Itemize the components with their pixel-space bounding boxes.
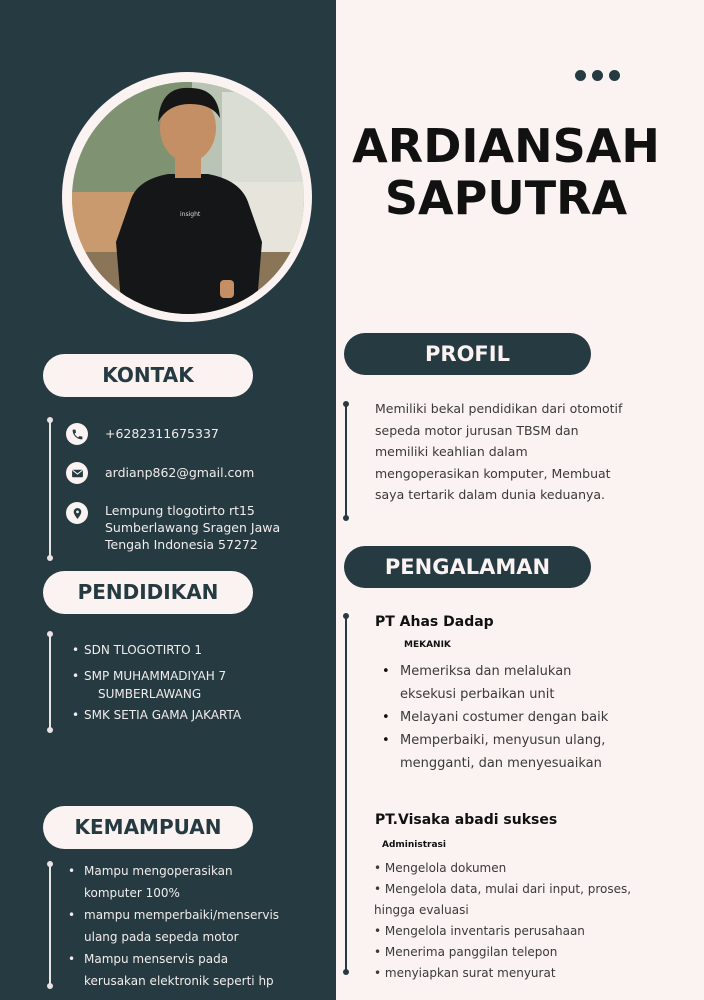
- job2-duties: [374, 858, 631, 984]
- experience-divider: [345, 616, 347, 972]
- profile-heading: PROFIL: [344, 333, 591, 375]
- list-item: • Mengelola dokumen: [374, 861, 507, 875]
- profile-photo: [72, 82, 304, 314]
- address-line: Tengah Indonesia 57272: [105, 537, 258, 552]
- duty-line: eksekusi perbaikan unit: [400, 687, 555, 702]
- list-item: [376, 729, 608, 775]
- list-item: • Mengelola inventaris perusahaan: [374, 924, 585, 938]
- address-text: [105, 502, 280, 553]
- list-item: [68, 860, 279, 904]
- skills-heading: KEMAMPUAN: [43, 806, 253, 849]
- profile-line: sepeda motor jurusan TBSM dan: [375, 422, 579, 438]
- contact-phone[interactable]: [66, 423, 219, 445]
- list-item: hingga evaluasi: [374, 903, 469, 917]
- education-list: [72, 636, 241, 727]
- job1-role: MEKANIK: [404, 640, 451, 650]
- skill-line: kerusakan elektronik seperti hp: [84, 974, 274, 988]
- skills-divider: [49, 864, 51, 986]
- duty-line: • Memperbaiki, menyusun ulang,: [400, 733, 606, 748]
- more-dots-icon: [575, 70, 620, 81]
- skill-line: • Mampu menservis pada: [84, 952, 229, 966]
- address-line: Lempung tlogotirto rt15: [105, 503, 255, 518]
- contact-email[interactable]: [66, 462, 254, 484]
- phone-number: +6282311675337: [105, 426, 219, 441]
- name-line-1: ARDIANSAH: [352, 119, 660, 173]
- list-item: • SDN TLOGOTIRTO 1: [72, 636, 241, 665]
- job1-company: PT Ahas Dadap: [375, 614, 494, 630]
- location-pin-icon: [66, 502, 88, 524]
- contact-address: [66, 502, 280, 553]
- duty-line: mengganti, dan menyesuaikan: [400, 756, 602, 771]
- list-item: • Mengelola data, mulai dari input, proses,: [374, 882, 632, 896]
- person-name: [336, 120, 676, 224]
- profile-line: mengoperasikan komputer, Membuat: [375, 465, 611, 481]
- education-line: • SMP MUHAMMADIYAH 7: [84, 669, 227, 683]
- email-address: ardianp862@gmail.com: [105, 465, 255, 480]
- job2-company: PT.Visaka abadi sukses: [375, 812, 558, 828]
- skill-line: ulang pada sepeda motor: [84, 930, 239, 944]
- list-item: [376, 660, 608, 706]
- skills-list: [68, 860, 279, 992]
- shirt-print: insight: [180, 211, 201, 218]
- education-divider: [49, 634, 51, 730]
- list-item: • SMK SETIA GAMA JAKARTA: [72, 703, 241, 727]
- skill-line: komputer 100%: [84, 886, 180, 900]
- skill-line: • mampu memperbaiki/menservis: [84, 908, 280, 922]
- list-item: [68, 948, 279, 992]
- list-item: [68, 904, 279, 948]
- profile-line: memiliki keahlian dalam: [375, 444, 528, 459]
- experience-heading: PENGALAMAN: [344, 546, 591, 588]
- profile-line: saya tertarik dalam dunia keduanya.: [375, 487, 606, 502]
- email-icon: [66, 462, 88, 484]
- list-item: • menyiapkan surat menyurat: [374, 966, 556, 980]
- contact-divider: [49, 420, 51, 558]
- duty-line: • Memeriksa dan melalukan: [400, 664, 572, 679]
- profile-divider: [345, 404, 347, 518]
- education-heading: PENDIDIKAN: [43, 571, 253, 614]
- profile-text: [375, 398, 622, 506]
- education-line: SUMBERLAWANG: [98, 687, 202, 701]
- profile-line: Memiliki bekal pendidikan dari otomotif: [375, 401, 623, 416]
- phone-icon: [66, 423, 88, 445]
- list-item: [72, 665, 241, 703]
- address-line: Sumberlawang Sragen Jawa: [105, 520, 281, 535]
- skill-line: • Mampu mengoperasikan: [84, 864, 233, 878]
- list-item: • Menerima panggilan telepon: [374, 945, 558, 959]
- name-line-2: SAPUTRA: [384, 171, 628, 225]
- list-item: • Melayani costumer dengan baik: [376, 706, 608, 729]
- job1-duties: [376, 660, 608, 775]
- contact-heading: KONTAK: [43, 354, 253, 397]
- job2-role: Administrasi: [382, 840, 446, 850]
